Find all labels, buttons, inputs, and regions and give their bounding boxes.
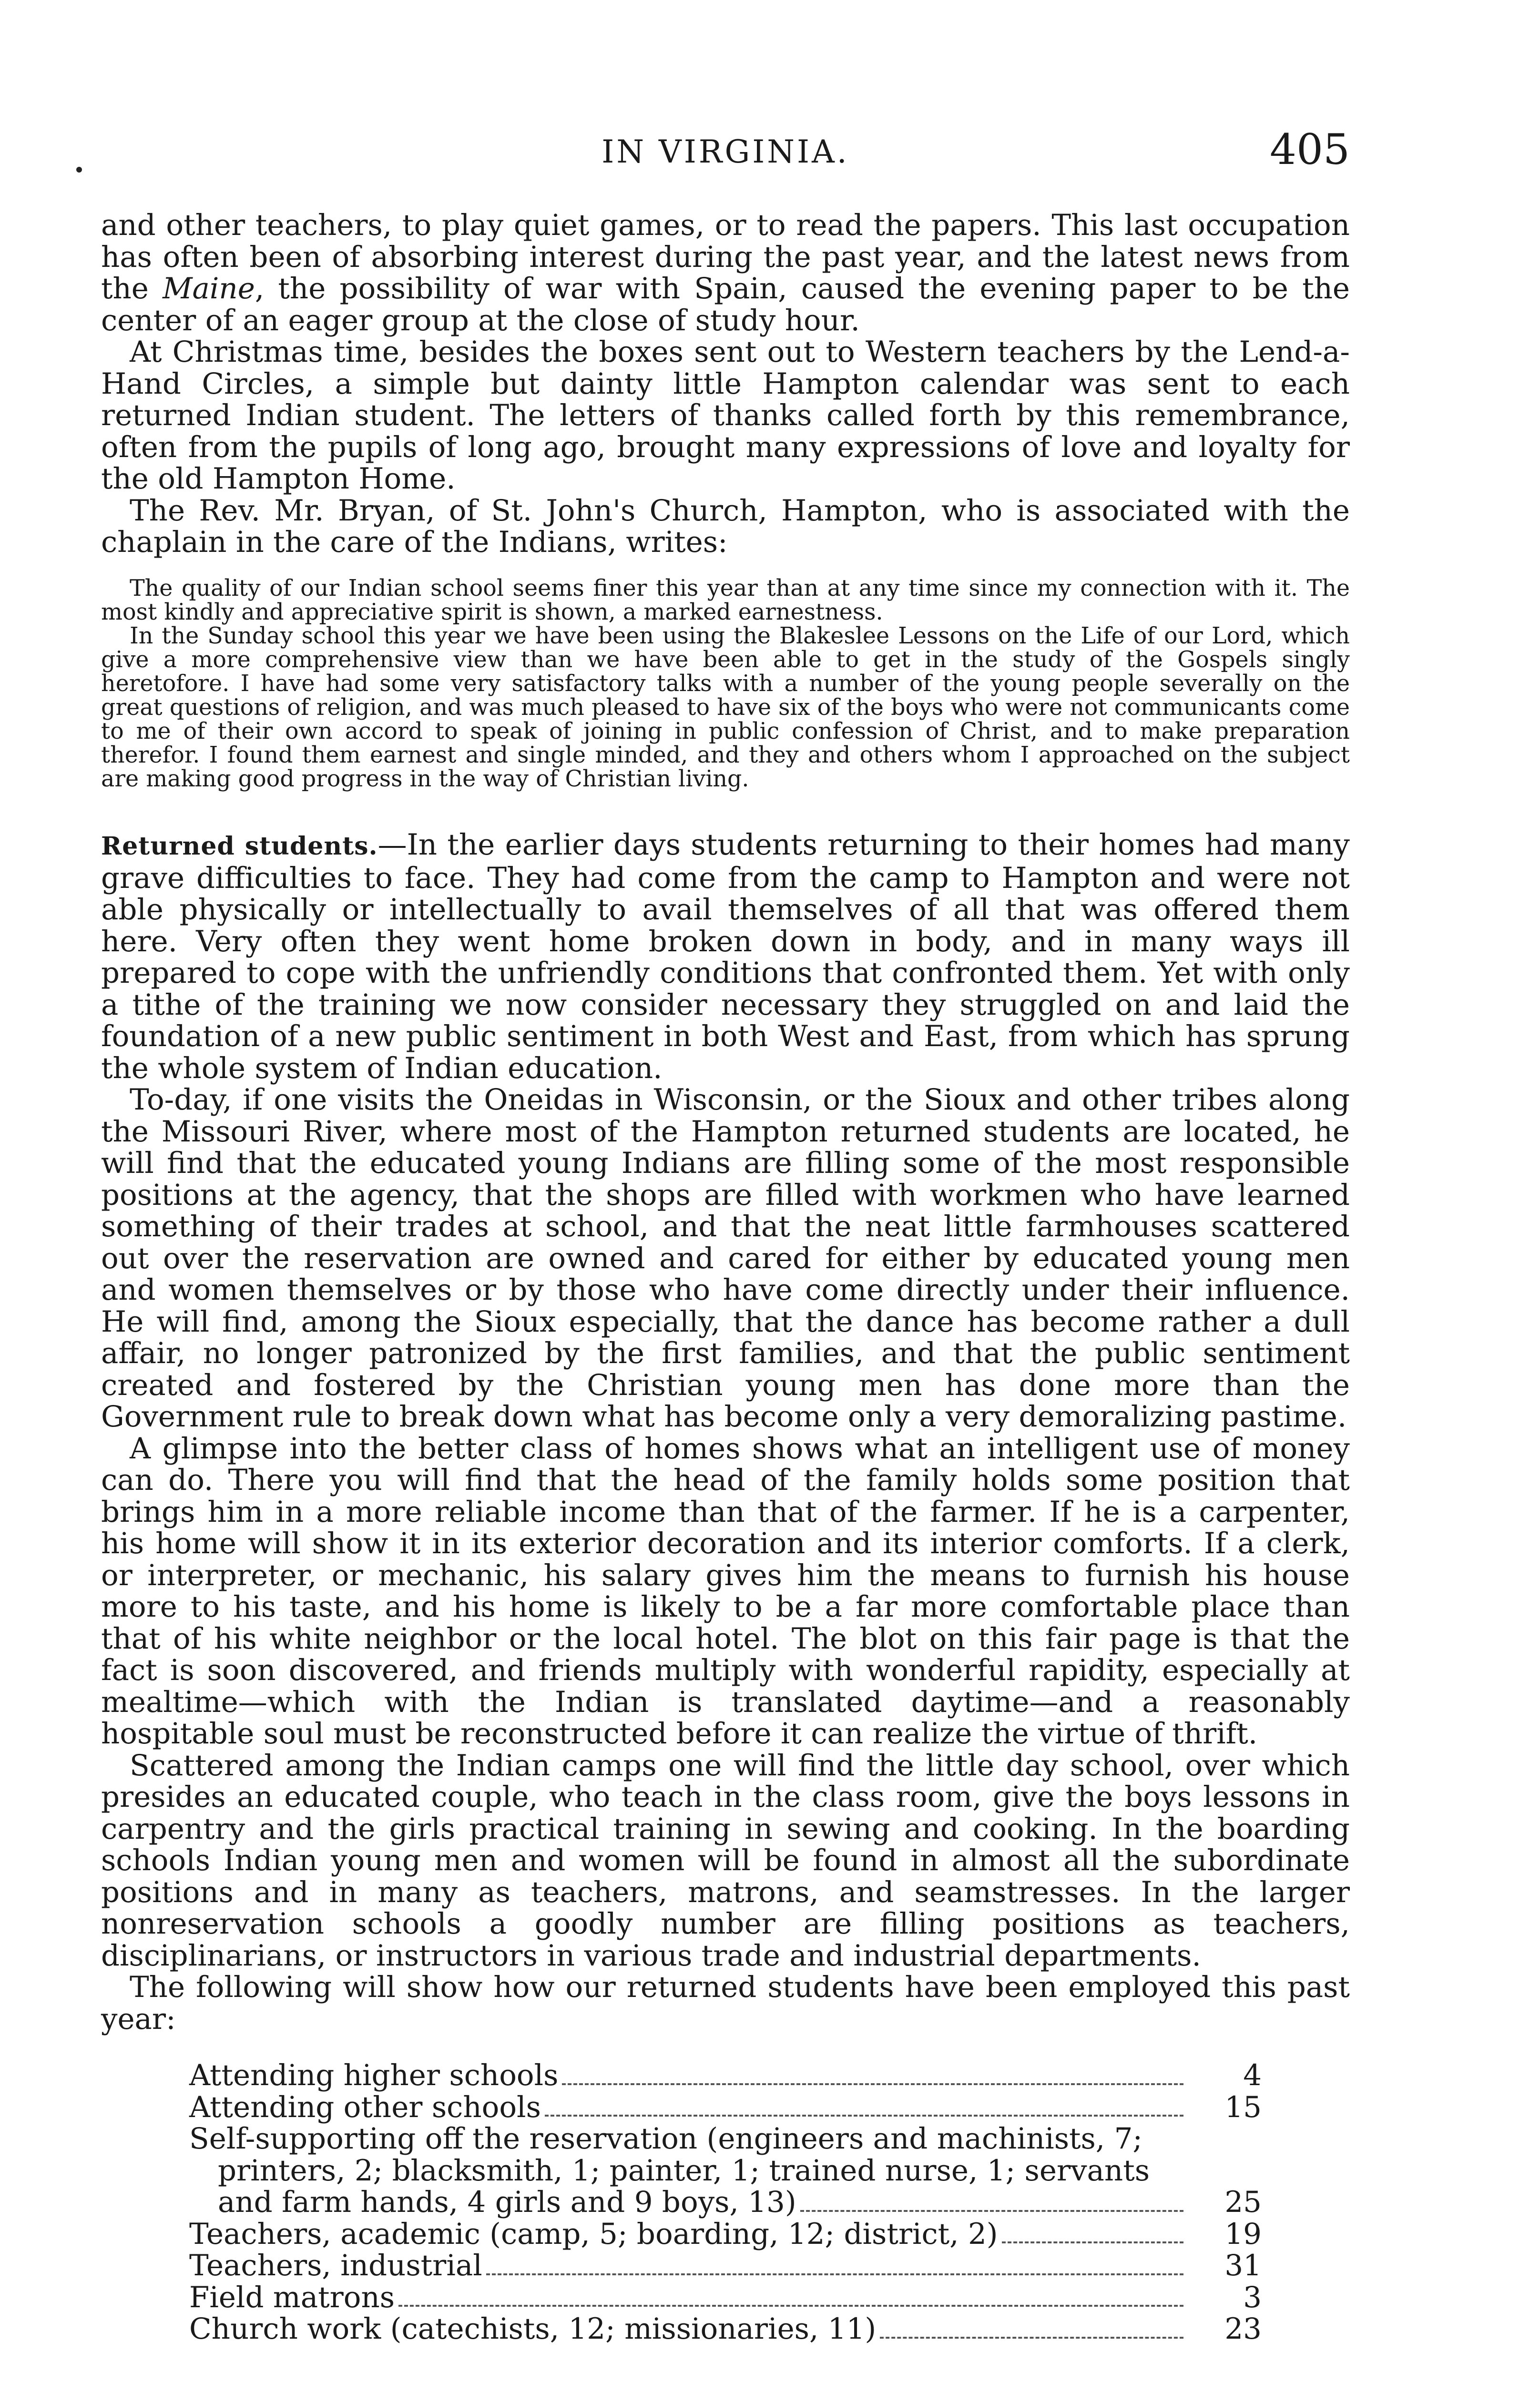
dot-leader <box>800 2210 1183 2212</box>
list-item <box>189 2090 1262 2124</box>
section-heading: Returned students. <box>101 832 378 861</box>
block-quote <box>101 577 1350 791</box>
list-item-label: Self-supporting off the reservation (engineers and machinists, 7; <box>189 2122 1142 2156</box>
returned-students-section <box>101 829 1350 2035</box>
dot-leader <box>562 2083 1183 2085</box>
list-item-value: 19 <box>1224 2217 1262 2251</box>
page-number: 405 <box>1270 125 1350 174</box>
dot-leader <box>486 2273 1183 2275</box>
list-item-value: 4 <box>1243 2058 1262 2092</box>
dot-leader <box>1002 2241 1183 2243</box>
list-item-value: 25 <box>1224 2185 1262 2219</box>
dot-leader <box>880 2337 1183 2339</box>
list-item <box>189 2280 1262 2314</box>
list-item <box>189 2249 1262 2282</box>
list-item-last-line <box>189 2185 1262 2219</box>
print-speck <box>76 167 82 173</box>
paragraph-scattered: Scattered among the Indian camps one will find the little day school, over which presides an educated couple, who teach in the class room, give the boys lessons in carpentry and the girls practical training in sewing and cooking. In the boarding schools Indian young men and women will be found in almost all the subordinate positions and in many as teachers, matrons, and seamstresses. In the larger nonreservation schools a goodly number are filling positions as teachers, disciplinarians, or instructors in various trade and industrial departments. <box>101 1748 1350 1973</box>
list-item <box>189 2217 1262 2251</box>
paragraph-continued: and other teachers, to play quiet games, or to read the papers. This last occupation has often been of absorbing interest during the past year, and the latest news from the Maine, the possibility of war with Spain, caused the evening paper to be the center of an eager group at the close of study hour. <box>101 208 1350 337</box>
list-item-label: printers, 2; blacksmith, 1; painter, 1; trained nurse, 1; servants <box>218 2153 1150 2188</box>
list-item <box>189 2058 1262 2092</box>
paragraph-glimpse: A glimpse into the better class of homes shows what an intelligent use of money can do. There you will find that the head of the family holds some position that brings him in a more reliable income than that of the farmer. If he is a carpenter, his home will show it in its exterior decoration and its interior comforts. If a clerk, or interpreter, or mechanic, his salary gives him the means to furnish his house more to his taste, and his home is likely to be a far more comfortable place than that of his white neighbor or the local hotel. The blot on this fair page is that the fact is soon discovered, and friends multiply with wonderful rapidity, especially at mealtime—which with the Indian is translated daytime—and a reasonably hospitable soul must be reconstructed before it can realize the virtue of thrift. <box>101 1431 1350 1751</box>
list-item-label: Teachers, academic (camp, 5; boarding, 12; district, 2) <box>189 2217 998 2251</box>
running-head: IN VIRGINIA. <box>602 133 849 170</box>
list-item-label: Church work (catechists, 12; missionaries, 11) <box>189 2312 877 2346</box>
employment-list <box>189 2060 1276 2345</box>
list-item <box>189 2312 1262 2346</box>
page-header <box>101 125 1350 177</box>
section-first-paragraph <box>101 829 1350 1084</box>
quote-paragraph: In the Sunday school this year we have been using the Blakeslee Lessons on the Life of our Lord, which give a more comprehensive view than we have been able to get in the study of the Gospels singly heretofore. I have had some very satisfactory talks with a number of the young people severally on the great questions of religion, and was much pleased to have six of the boys who were not communicants come to me of their own accord to speak of joining in public confession of Christ, and to make preparation therefor. I found them earnest and single minded, and they and others whom I approached on the subject are making good progress in the way of Christian living. <box>101 623 1350 792</box>
list-item-value: 23 <box>1224 2312 1262 2346</box>
list-item-value: 3 <box>1243 2280 1262 2314</box>
quote-paragraph: The quality of our Indian school seems finer this year than at any time since my connection with it. The most kindly and appreciative spirit is shown, a marked earnestness. <box>101 575 1350 625</box>
list-item-label: Attending other schools <box>189 2090 541 2124</box>
paragraph-christmas: At Christmas time, besides the boxes sent out to Western teachers by the Lend-a-Hand Circles, a simple but dainty little Hampton calendar was sent to each returned Indian student. The letters of thanks called forth by this remembrance, often from the pupils of long ago, brought many expressions of love and loyalty for the old Hampton Home. <box>101 335 1350 496</box>
list-item-label: Teachers, industrial <box>189 2249 482 2282</box>
list-item-value: 15 <box>1224 2090 1262 2124</box>
intro-text <box>101 210 1350 559</box>
paragraph-following: The following will show how our returned students have been employed this past year: <box>101 1970 1350 2036</box>
list-item-label: Attending higher schools <box>189 2058 559 2092</box>
dot-leader <box>545 2115 1183 2117</box>
list-item-value: 31 <box>1224 2249 1262 2282</box>
list-item-label: and farm hands, 4 girls and 9 boys, 13) <box>218 2185 796 2219</box>
paragraph-rev-bryan: The Rev. Mr. Bryan, of St. John's Church, Hampton, who is associated with the chaplain in the care of the Indians, writes: <box>101 493 1350 559</box>
paragraph-today: To-day, if one visits the Oneidas in Wisconsin, or the Sioux and other tribes along the Missouri River, where most of the Hampton returned students are located, he will find that the educated young Indians are filling some of the most responsible positions at the agency, that the shops are filled with workmen who have learned something of their trades at school, and that the neat little farmhouses scattered out over the reservation are owned and cared for either by educated young men and women themselves or by those who have come directly under their influence. He will find, among the Sioux especially, that the dance has become rather a dull affair, no longer patronized by the first families, and that the public sentiment created and fostered by the Christian young men has done more than the Government rule to break down what has become only a very demoralizing pastime. <box>101 1083 1350 1434</box>
dot-leader <box>398 2305 1183 2307</box>
section-paragraph-text: —In the earlier days students returning to their homes had many grave difficulties to face. They had come from the camp to Hampton and were not able physically or intellectually to avail themselves of all that was offered them here. Very often they went home broken down in body, and in many ways ill prepared to cope with the unfriendly conditions that confronted them. Yet with only a tithe of the training we now consider necessary they struggled on and laid the foundation of a new public sentiment in both West and East, from which has sprung the whole system of Indian education. <box>101 828 1350 1085</box>
list-item-label: Field matrons <box>189 2280 395 2314</box>
ship-name: Maine <box>163 272 255 306</box>
list-item <box>189 2122 1262 2219</box>
